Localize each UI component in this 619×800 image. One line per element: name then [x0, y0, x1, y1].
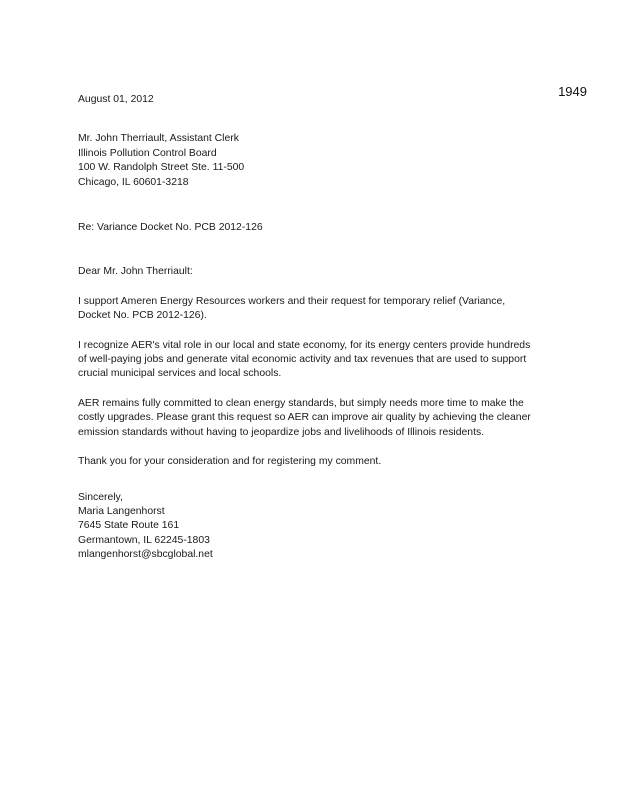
page-number: 1949 [558, 84, 587, 99]
recipient-name: Mr. John Therriault, Assistant Clerk [78, 133, 239, 145]
recipient-city: Chicago, IL 60601-3218 [78, 176, 189, 188]
paragraph-support: I support Ameren Energy Resources workers and their request for temporary relief (Variance, Docket No. PCB 2012-126). [78, 295, 506, 322]
closing-block [78, 491, 538, 563]
paragraph-economy: I recognize AER's vital role in our local and state economy, for its energy centers provide hundreds of well-paying jobs and generate vital economic activity and tax revenues that are used to support crucial municipal services and local schools. [78, 339, 531, 380]
recipient-address [78, 132, 538, 190]
sender-email: mlangenhorst@sbcglobal.net [78, 549, 213, 561]
paragraph-standards: AER remains fully committed to clean energy standards, but simply needs more time to make the costly upgrades. Please grant this request so AER can improve air quality by achieving the cleaner emission standards without having to jeopardize jobs and livelihoods of Illinois residents. [78, 397, 531, 438]
sender-name: Maria Langenhorst [78, 505, 165, 517]
letter-body [78, 93, 538, 563]
letter-date: August 01, 2012 [78, 94, 154, 105]
paragraph-thanks: Thank you for your consideration and for registering my comment. [78, 456, 382, 468]
recipient-street: 100 W. Randolph Street Ste. 11-500 [78, 162, 245, 174]
sender-street: 7645 State Route 161 [78, 520, 180, 532]
salutation: Dear Mr. John Therriault: [78, 266, 193, 278]
recipient-organization: Illinois Pollution Control Board [78, 147, 217, 159]
reference-line: Re: Variance Docket No. PCB 2012-126 [78, 222, 263, 234]
sender-city: Germantown, IL 62245-1803 [78, 534, 210, 546]
closing: Sincerely, [78, 491, 123, 503]
